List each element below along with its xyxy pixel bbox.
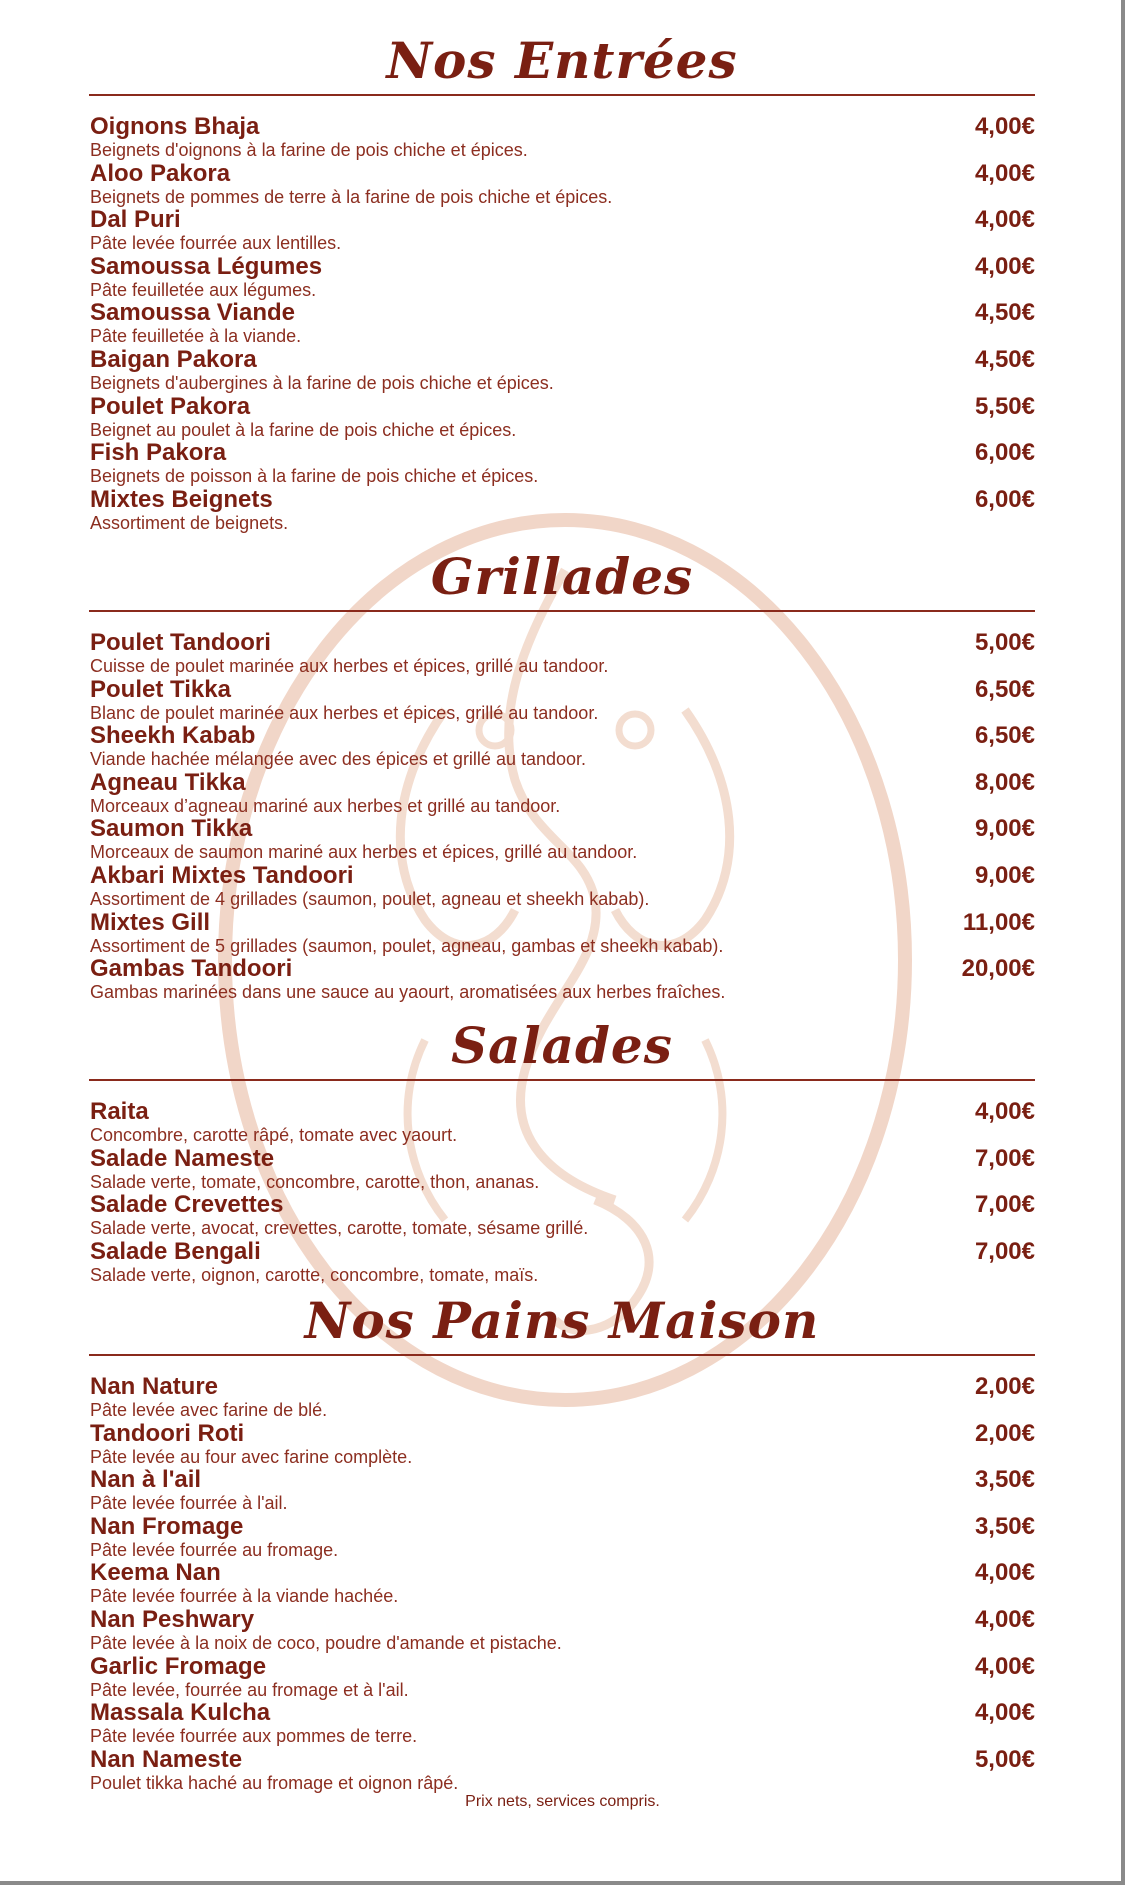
menu-item-description: Pâte levée fourrée à l'ail.	[90, 1493, 288, 1514]
menu-item-name: Aloo Pakora	[90, 159, 231, 187]
menu-item	[89, 1747, 1035, 1794]
menu-item-name: Nan Fromage	[90, 1512, 244, 1540]
menu-item-price: 8,00€	[974, 768, 1035, 796]
menu-item-price: 9,00€	[974, 815, 1035, 843]
menu-item	[89, 1239, 1035, 1286]
menu-item-description: Beignet au poulet à la farine de pois chiche et épices.	[90, 419, 517, 440]
menu-item-description: Salade verte, tomate, concombre, carotte, thon, ananas.	[90, 1171, 540, 1192]
menu-item-description: Pâte levée fourrée aux pommes de terre.	[90, 1726, 418, 1747]
menu-item-price: 7,00€	[974, 1144, 1035, 1172]
menu-item-price: 7,00€	[974, 1237, 1035, 1265]
menu-item	[89, 770, 1035, 817]
menu-item-name: Oignons Bhaja	[90, 113, 260, 140]
menu-item-description: Pâte levée fourrée aux lentilles.	[90, 233, 342, 254]
menu-item-price: 6,50€	[974, 675, 1035, 703]
menu-item	[89, 394, 1035, 441]
footer-note: Prix nets, services compris.	[465, 1793, 660, 1810]
menu-item-price: 6,50€	[974, 722, 1035, 750]
menu-item	[89, 487, 1035, 534]
menu-item-price: 3,50€	[974, 1466, 1035, 1494]
menu-item-description: Assortiment de 5 grillades (saumon, poulet, agneau, gambas et sheekh kabab).	[90, 935, 724, 956]
menu-item	[89, 910, 1035, 957]
menu-item-name: Keema Nan	[90, 1559, 221, 1587]
section-title: Nos Entrées	[386, 31, 738, 90]
section-nos-entrees	[89, 30, 1035, 533]
menu-item	[89, 1654, 1035, 1701]
menu-item-description: Pâte levée avec farine de blé.	[90, 1400, 328, 1420]
menu-item	[89, 300, 1035, 347]
menu-item-price: 4,00€	[974, 1699, 1035, 1727]
menu-item-name: Samoussa Viande	[90, 299, 295, 327]
menu-item-price: 11,00€	[962, 908, 1035, 936]
menu-item-name: Salade Nameste	[90, 1144, 275, 1172]
section-grillades	[89, 546, 1035, 1003]
menu-item-name: Nan Nameste	[90, 1745, 243, 1773]
menu-item-description: Blanc de poulet marinée aux herbes et épices, grillé au tandoor.	[90, 702, 599, 723]
menu-item	[89, 1514, 1035, 1561]
menu-item-price: 5,00€	[974, 1745, 1035, 1773]
section-divider	[89, 1354, 1035, 1356]
menu-item	[89, 1192, 1035, 1239]
menu-item	[89, 723, 1035, 770]
menu-item	[89, 161, 1035, 208]
menu-item	[89, 347, 1035, 394]
menu-item	[89, 1700, 1035, 1747]
menu-item	[89, 630, 1035, 677]
menu-item	[89, 1560, 1035, 1607]
section-divider	[89, 94, 1035, 96]
menu-item-description: Poulet tikka haché au fromage et oignon râpé.	[90, 1772, 459, 1793]
menu-item-description: Pâte feuilletée aux légumes.	[90, 279, 317, 300]
menu-item-name: Gambas Tandoori	[90, 955, 293, 983]
menu-item-description: Pâte levée au four avec farine complète.	[90, 1446, 413, 1467]
menu-item	[89, 254, 1035, 301]
menu-item-name: Agneau Tikka	[90, 768, 246, 796]
menu-item-name: Fish Pakora	[90, 439, 227, 467]
menu-item-description: Morceaux d’agneau mariné aux herbes et grillé au tandoor.	[90, 795, 561, 816]
menu-item-name: Dal Puri	[90, 206, 181, 234]
menu-item-price: 4,50€	[974, 299, 1035, 327]
menu-item-description: Assortiment de 4 grillades (saumon, poulet, agneau et sheekh kabab).	[90, 888, 650, 909]
menu-item-price: 9,00€	[974, 861, 1035, 889]
menu-item-price: 5,00€	[974, 629, 1035, 656]
menu-item-description: Pâte levée fourrée à la viande hachée.	[90, 1586, 399, 1607]
section-title: Grillades	[430, 547, 694, 606]
frame-edge-right	[1121, 0, 1125, 1885]
menu-item	[89, 1146, 1035, 1193]
menu-item-price: 4,00€	[974, 1559, 1035, 1587]
menu-item-price: 6,00€	[974, 439, 1035, 467]
menu-item-description: Pâte levée, fourrée au fromage et à l'ail.	[90, 1679, 409, 1700]
menu-item	[89, 1467, 1035, 1514]
menu-item-name: Garlic Fromage	[90, 1652, 267, 1680]
menu-item	[89, 1421, 1035, 1468]
menu-item-name: Baigan Pakora	[90, 345, 257, 373]
menu-item-description: Concombre, carotte râpé, tomate avec yaourt.	[90, 1125, 458, 1145]
menu-item-name: Akbari Mixtes Tandoori	[90, 861, 354, 889]
menu-item-name: Poulet Pakora	[90, 392, 251, 420]
menu-item-price: 3,50€	[974, 1512, 1035, 1540]
menu-item	[89, 956, 1035, 1003]
menu-item-description: Pâte feuilletée à la viande.	[90, 326, 302, 347]
menu-item-name: Salade Bengali	[90, 1237, 261, 1265]
menu-item	[89, 863, 1035, 910]
menu-item	[89, 816, 1035, 863]
menu-item-name: Sheekh Kabab	[90, 722, 256, 750]
menu-item-description: Assortiment de beignets.	[90, 512, 289, 533]
menu-item-name: Saumon Tikka	[90, 815, 253, 843]
menu-item-name: Mixtes Gill	[90, 908, 211, 936]
menu-item-price: 4,00€	[974, 1652, 1035, 1680]
menu-item	[89, 114, 1035, 161]
section-nos-pains-maison	[89, 1290, 1035, 1793]
menu-item-description: Salade verte, oignon, carotte, concombre, tomate, maïs.	[90, 1264, 539, 1285]
menu-item-description: Beignets de poisson à la farine de pois chiche et épices.	[90, 466, 539, 487]
menu-item	[89, 207, 1035, 254]
menu-item-price: 4,00€	[974, 1098, 1035, 1125]
menu-item-price: 4,00€	[974, 252, 1035, 280]
menu-item-description: Morceaux de saumon mariné aux herbes et épices, grillé au tandoor.	[90, 842, 638, 863]
menu-item-description: Cuisse de poulet marinée aux herbes et épices, grillé au tandoor.	[90, 656, 609, 676]
menu-item	[89, 1099, 1035, 1146]
menu-item-price: 2,00€	[974, 1419, 1035, 1447]
menu-item-price: 2,00€	[974, 1373, 1035, 1400]
menu-item-description: Gambas marinées dans une sauce au yaourt, aromatisées aux herbes fraîches.	[90, 982, 726, 1003]
menu-item	[89, 677, 1035, 724]
frame-edge-bottom	[0, 1881, 1125, 1885]
menu-item-description: Salade verte, avocat, crevettes, carotte, tomate, sésame grillé.	[90, 1218, 589, 1239]
menu-item-price: 4,00€	[974, 113, 1035, 140]
menu-item-name: Raita	[90, 1098, 149, 1125]
menu-item-name: Salade Crevettes	[90, 1191, 284, 1219]
menu-item-price: 20,00€	[961, 955, 1035, 983]
menu-item-name: Nan Nature	[90, 1373, 219, 1400]
menu-item-description: Beignets d'aubergines à la farine de pois chiche et épices.	[90, 372, 554, 393]
menu-item-name: Nan Peshwary	[90, 1605, 255, 1633]
menu-item-description: Viande hachée mélangée avec des épices et grillé au tandoor.	[90, 749, 587, 770]
menu-item-name: Poulet Tandoori	[90, 629, 271, 656]
menu-item	[89, 1607, 1035, 1654]
menu-item-price: 7,00€	[974, 1191, 1035, 1219]
menu-item-name: Poulet Tikka	[90, 675, 231, 703]
menu-item-description: Pâte levée fourrée au fromage.	[90, 1539, 339, 1560]
menu-item	[89, 1374, 1035, 1421]
menu-item-name: Samoussa Légumes	[90, 252, 323, 280]
section-title: Nos Pains Maison	[304, 1291, 820, 1350]
menu-item-price: 4,00€	[974, 1605, 1035, 1633]
menu-item-price: 4,00€	[974, 206, 1035, 234]
menu-item-name: Massala Kulcha	[90, 1699, 271, 1727]
menu-item-description: Beignets d'oignons à la farine de pois chiche et épices.	[90, 140, 528, 160]
menu-item-name: Mixtes Beignets	[90, 485, 273, 513]
section-title: Salades	[451, 1016, 673, 1075]
menu-item-name: Tandoori Roti	[90, 1419, 245, 1447]
menu-item-description: Beignets de pommes de terre à la farine de pois chiche et épices.	[90, 186, 613, 207]
section-salades	[89, 1015, 1035, 1285]
section-divider	[89, 610, 1035, 612]
menu-item-price: 6,00€	[974, 485, 1035, 513]
menu-item-name: Nan à l'ail	[90, 1466, 202, 1494]
menu-item-price: 4,50€	[974, 345, 1035, 373]
menu-item-description: Pâte levée à la noix de coco, poudre d'amande et pistache.	[90, 1632, 562, 1653]
menu-item-price: 5,50€	[974, 392, 1035, 420]
menu-item-price: 4,00€	[974, 159, 1035, 187]
menu-item	[89, 440, 1035, 487]
section-divider	[89, 1079, 1035, 1081]
